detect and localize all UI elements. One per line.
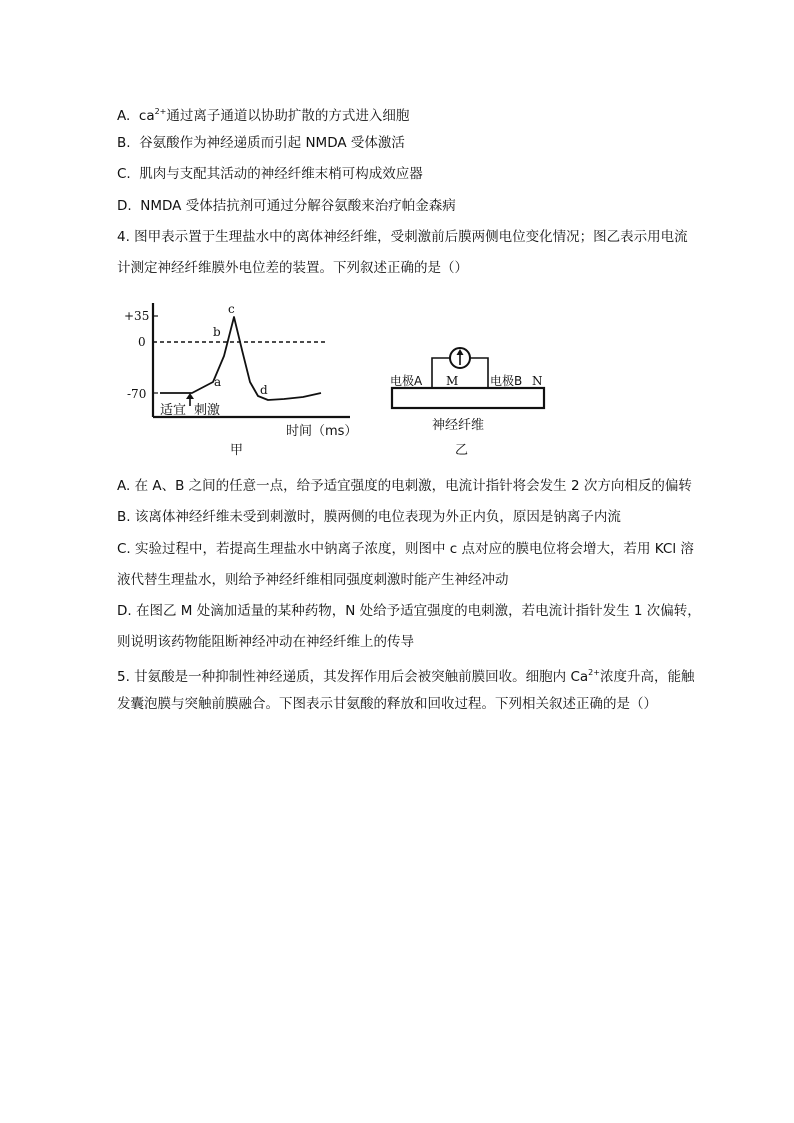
point-label-d: d (260, 383, 268, 397)
q3-option-c: C. 肌肉与支配其活动的神经纤维末梢可构成效应器 (117, 166, 423, 182)
figure-yi-galvanometer-setup (386, 343, 556, 458)
q4-option-c-line2: 液代替生理盐水，则给予神经纤维相同强度刺激时能产生神经冲动 (117, 572, 509, 588)
q4-option-c-line1: C. 实验过程中，若提高生理盐水中钠离子浓度，则图中 c 点对应的膜电位将会增大，若用 KCl 溶 (117, 541, 694, 557)
q4-option-d-line2: 则说明该药物能阻断神经冲动在神经纤维上的传导 (117, 634, 414, 650)
electrode-b-label: 电极B (490, 374, 523, 388)
q4-option-a: A. 在 A、B 之间的任意一点，给予适宜强度的电刺激，电流计指针将会发生 2 次方向相反的偏转 (117, 478, 692, 494)
membrane-potential-curve (160, 317, 321, 400)
stimulus-label: 适宜 (160, 403, 187, 418)
y-tick-plus35: +35 (124, 309, 150, 323)
x-axis-label: 时间（ms） (286, 424, 358, 439)
y-tick-0: 0 (138, 335, 146, 349)
label-m: M (446, 374, 459, 388)
caption-yi: 乙 (455, 443, 469, 458)
y-tick-minus70: -70 (127, 387, 147, 401)
q3-option-a: A. $ca^{2+}$通过离子通道以协助扩散的方式进入细胞 (117, 107, 410, 124)
q5-stem-line1: 5. 甘氨酸是一种抑制性神经递质，其发挥作用后会被突触前膜回收。细胞内 $Ca^{2+}$浓度升高，能触 (117, 668, 695, 685)
q5-stem-line2: 发囊泡膜与突触前膜融合。下图表示甘氨酸的释放和回收过程。下列相关叙述正确的是（） (117, 696, 657, 712)
q4-option-b: B. 该离体神经纤维未受到刺激时，膜两侧的电位表现为外正内负，原因是钠离子内流 (117, 509, 621, 525)
point-label-a: a (214, 375, 222, 389)
q4-stem-line1: 4. 图甲表示置于生理盐水中的离体神经纤维，受刺激前后膜两侧电位变化情况；图乙表示用电流 (117, 229, 688, 245)
nerve-fiber-label: 神经纤维 (432, 418, 485, 433)
figure-jia-action-potential (118, 298, 368, 458)
nerve-fiber-bar (392, 388, 544, 408)
q4-stem-line2: 计测定神经纤维膜外电位差的装置。下列叙述正确的是（） (117, 260, 468, 276)
stimulus-label-2: 刺激 (194, 403, 221, 418)
electrode-a-label: 电极A (390, 374, 423, 388)
q4-option-d-line1: D. 在图乙 M 处滴加适量的某种药物，N 处给予适宜强度的电刺激，若电流计指针发生 1 次偏转， (117, 603, 701, 619)
point-label-b: b (213, 325, 221, 339)
point-label-c: c (228, 302, 235, 316)
caption-jia: 甲 (230, 443, 244, 458)
label-n: N (532, 374, 543, 388)
q3-option-d: D. NMDA 受体拮抗剂可通过分解谷氨酸来治疗帕金森病 (117, 198, 456, 214)
q3-option-b: B. 谷氨酸作为神经递质而引起 NMDA 受体激活 (117, 135, 405, 151)
